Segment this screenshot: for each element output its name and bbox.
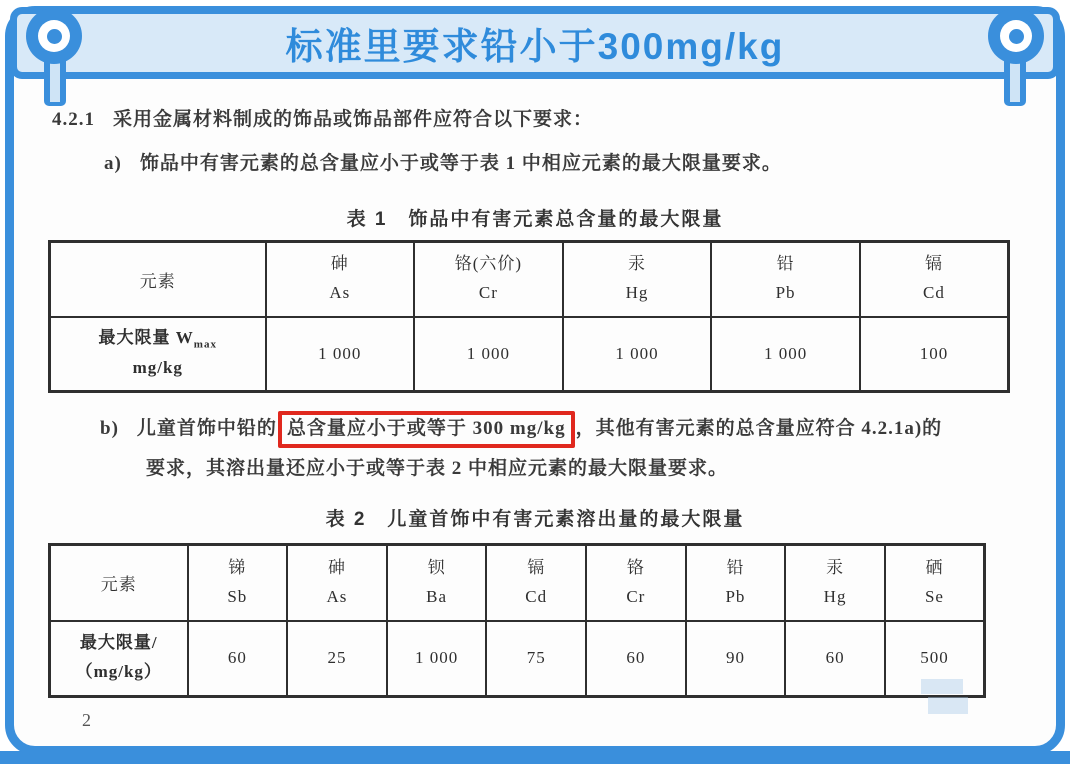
- page-number: 2: [82, 710, 91, 730]
- table2: [48, 543, 986, 698]
- table1-header-element: 元素: [50, 242, 266, 317]
- table2-value: 60: [188, 621, 288, 697]
- table2-col-sb: 锑 Sb: [188, 545, 288, 621]
- table1-value: 1 000: [563, 317, 712, 392]
- table2-caption: 表 2 儿童首饰中有害元素溶出量的最大限量: [325, 509, 745, 530]
- pin-dot: [47, 29, 62, 44]
- table2-header-element: 元素: [50, 545, 188, 621]
- table1-data-row: [50, 317, 1009, 392]
- table2-value: 60: [785, 621, 885, 697]
- item-b-label: b): [100, 418, 119, 439]
- item-b-prefix: 儿童首饰中铅的: [136, 418, 277, 439]
- red-highlight-box: 总含量应小于或等于 300 mg/kg: [278, 411, 575, 448]
- table2-value: 1 000: [387, 621, 487, 697]
- table2-value: 90: [686, 621, 786, 697]
- table1-col-pb: 铅 Pb: [711, 242, 860, 317]
- pin-dot: [1009, 29, 1024, 44]
- header-banner: [10, 7, 1060, 79]
- table2-header-row: [50, 545, 985, 621]
- item-a-text: 饰品中有害元素的总含量应小于或等于表 1 中相应元素的最大限量要求。: [139, 153, 782, 174]
- table2-col-hg: 汞 Hg: [785, 545, 885, 621]
- table1-row-label: 最大限量 $W_{max}$ mg/kg: [50, 317, 266, 392]
- pin-ring: [1000, 20, 1032, 52]
- banner-pin-icon-left: [26, 8, 82, 64]
- table1-header-row: [50, 242, 1009, 317]
- table2-col-pb: 铅 Pb: [686, 545, 786, 621]
- page-title: 标准里要求铅小于300mg/kg: [285, 26, 785, 67]
- item-b-line2: 要求，其溶出量还应小于或等于表 2 中相应元素的最大限量要求。: [146, 458, 729, 479]
- table1-col-cd: 镉 Cd: [860, 242, 1009, 317]
- table1-caption: 表 1 饰品中有害元素总含量的最大限量: [346, 209, 724, 230]
- clause-text: 采用金属材料制成的饰品或饰品部件应符合以下要求：: [113, 109, 594, 130]
- clause-number: 4.2.1: [52, 109, 95, 130]
- table1-col-as: 砷 As: [266, 242, 415, 317]
- clause-4-2-1: [52, 104, 593, 131]
- table2-row-label: 最大限量/ （mg/kg）: [50, 621, 188, 697]
- banner-pin-icon-right: [988, 8, 1044, 64]
- table1-col-cr: 铬(六价) Cr: [414, 242, 563, 317]
- table2-col-cr: 铬 Cr: [586, 545, 686, 621]
- table1-value: 1 000: [414, 317, 563, 392]
- table1-value: 1 000: [266, 317, 415, 392]
- table2-col-cd: 镉 Cd: [486, 545, 586, 621]
- table2-col-ba: 钡 Ba: [387, 545, 487, 621]
- table1-value: 100: [860, 317, 1009, 392]
- table2-data-row: [50, 621, 985, 697]
- table2-col-se: 硒 Se: [885, 545, 985, 621]
- table2-col-as: 砷 As: [287, 545, 387, 621]
- watermark-block: [921, 679, 963, 694]
- table2-value: 60: [586, 621, 686, 697]
- table1-col-hg: 汞 Hg: [563, 242, 712, 317]
- item-a: [104, 148, 782, 175]
- item-a-label: a): [104, 153, 122, 174]
- table2-value: 500: [885, 621, 985, 697]
- watermark-block: [928, 697, 968, 714]
- pin-ring: [38, 20, 70, 52]
- item-b-suffix: ，其他有害元素的总含量应符合 4.2.1a)的: [575, 418, 943, 439]
- table2-value: 75: [486, 621, 586, 697]
- table1-value: 1 000: [711, 317, 860, 392]
- item-b-line1: [100, 413, 942, 440]
- table2-value: 25: [287, 621, 387, 697]
- table1: [48, 240, 1010, 393]
